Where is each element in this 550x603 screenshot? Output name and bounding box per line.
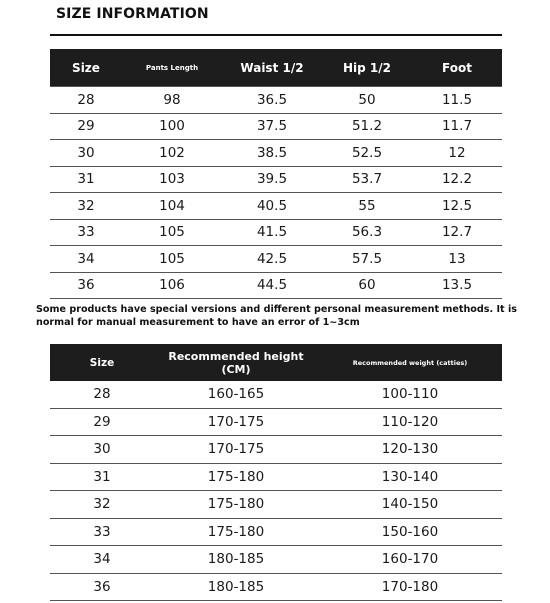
recommendation-table-row — [50, 408, 502, 436]
table-cell: 100 — [122, 113, 222, 140]
table-cell: 32 — [50, 193, 122, 220]
size-table-row — [50, 193, 502, 220]
table-cell: 30 — [50, 140, 122, 167]
table-cell: 175-180 — [154, 518, 318, 546]
table-cell: 175-180 — [154, 463, 318, 491]
table-cell: 56.3 — [322, 219, 412, 246]
table-cell: 12.2 — [412, 166, 502, 193]
table-cell: 34 — [50, 546, 154, 574]
size-table-row — [50, 113, 502, 140]
table-cell: 180-185 — [154, 546, 318, 574]
recommendation-table-row — [50, 381, 502, 408]
table-cell: 41.5 — [222, 219, 322, 246]
title-divider — [50, 34, 502, 36]
table-cell: 53.7 — [322, 166, 412, 193]
size-table — [50, 49, 502, 299]
header-hip: Hip 1/2 — [322, 49, 412, 87]
table-cell: 120-130 — [318, 436, 502, 464]
size-table-row — [50, 219, 502, 246]
table-cell: 32 — [50, 491, 154, 519]
table-cell: 28 — [50, 381, 154, 408]
recommendation-table-row — [50, 518, 502, 546]
table-cell: 36.5 — [222, 87, 322, 114]
table-cell: 12 — [412, 140, 502, 167]
table-cell: 44.5 — [222, 272, 322, 299]
table-cell: 39.5 — [222, 166, 322, 193]
table-cell: 12.7 — [412, 219, 502, 246]
size-table-row — [50, 87, 502, 114]
table-cell: 100-110 — [318, 381, 502, 408]
table-cell: 106 — [122, 272, 222, 299]
table-cell: 52.5 — [322, 140, 412, 167]
table-cell: 34 — [50, 246, 122, 273]
table-cell: 180-185 — [154, 573, 318, 601]
header-pants-length: Pants Length — [122, 49, 222, 87]
table-cell: 51.2 — [322, 113, 412, 140]
header-recommended-weight: Recommended weight (catties) — [318, 344, 502, 381]
table-cell: 105 — [122, 219, 222, 246]
table-cell: 55 — [322, 193, 412, 220]
table-cell: 110-120 — [318, 408, 502, 436]
table-cell: 13 — [412, 246, 502, 273]
table-cell: 37.5 — [222, 113, 322, 140]
recommendation-table-row — [50, 491, 502, 519]
table-cell: 57.5 — [322, 246, 412, 273]
table-cell: 104 — [122, 193, 222, 220]
table-cell: 170-175 — [154, 436, 318, 464]
table-cell: 31 — [50, 166, 122, 193]
table-cell: 30 — [50, 436, 154, 464]
recommendation-table-row — [50, 436, 502, 464]
recommendation-table-row — [50, 573, 502, 601]
table-cell: 150-160 — [318, 518, 502, 546]
table-cell: 98 — [122, 87, 222, 114]
table-cell: 50 — [322, 87, 412, 114]
header-recommended-height: Recommended height (CM) — [154, 344, 318, 381]
recommendation-table-header — [50, 344, 502, 381]
table-cell: 160-170 — [318, 546, 502, 574]
table-cell: 28 — [50, 87, 122, 114]
table-cell: 11.5 — [412, 87, 502, 114]
table-cell: 36 — [50, 573, 154, 601]
header-size: Size — [50, 49, 122, 87]
table-cell: 31 — [50, 463, 154, 491]
table-cell: 29 — [50, 408, 154, 436]
table-cell: 170-175 — [154, 408, 318, 436]
table-cell: 102 — [122, 140, 222, 167]
size-table-row — [50, 246, 502, 273]
recommendation-table-row — [50, 546, 502, 574]
table-cell: 170-180 — [318, 573, 502, 601]
measurement-note: Some products have special versions and different personal measurement methods. It is normal for manual measurement to have an error of 1~3cm — [36, 304, 517, 328]
table-cell: 130-140 — [318, 463, 502, 491]
header-waist: Waist 1/2 — [222, 49, 322, 87]
table-cell: 33 — [50, 518, 154, 546]
header-foot: Foot — [412, 49, 502, 87]
header-size: Size — [50, 344, 154, 381]
table-cell: 36 — [50, 272, 122, 299]
table-cell: 12.5 — [412, 193, 502, 220]
page-title: SIZE INFORMATION — [56, 6, 209, 22]
table-cell: 160-165 — [154, 381, 318, 408]
table-cell: 11.7 — [412, 113, 502, 140]
table-cell: 60 — [322, 272, 412, 299]
table-cell: 13.5 — [412, 272, 502, 299]
size-table-row — [50, 272, 502, 299]
recommendation-table — [50, 344, 502, 601]
table-cell: 29 — [50, 113, 122, 140]
table-cell: 33 — [50, 219, 122, 246]
table-cell: 105 — [122, 246, 222, 273]
table-cell: 42.5 — [222, 246, 322, 273]
table-cell: 103 — [122, 166, 222, 193]
size-table-row — [50, 166, 502, 193]
recommendation-table-row — [50, 463, 502, 491]
table-cell: 175-180 — [154, 491, 318, 519]
table-cell: 140-150 — [318, 491, 502, 519]
table-cell: 38.5 — [222, 140, 322, 167]
size-table-row — [50, 140, 502, 167]
table-cell: 40.5 — [222, 193, 322, 220]
size-table-header — [50, 49, 502, 87]
